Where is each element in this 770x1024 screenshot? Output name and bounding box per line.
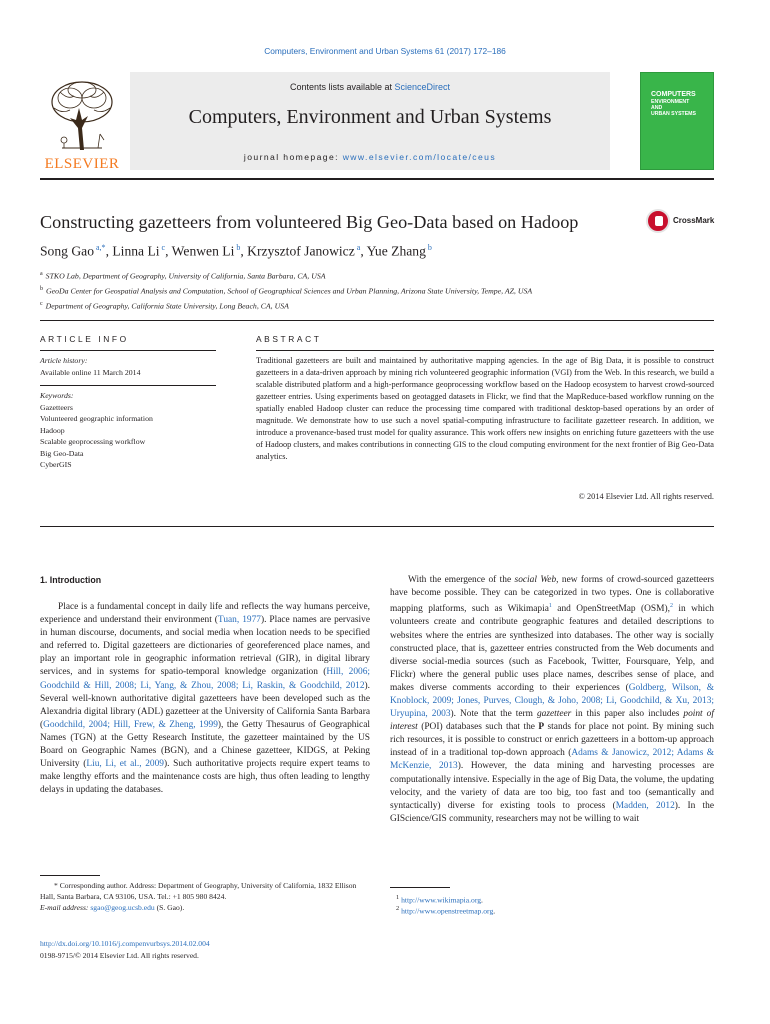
citation-link[interactable]: Goodchild, 2004; Hill, Frew, & Zheng, 1999: [43, 719, 218, 730]
keyword-item: Volunteered geographic information: [40, 414, 153, 423]
abstract-bottom-rule: [40, 526, 714, 527]
elsevier-wordmark: ELSEVIER: [44, 156, 120, 172]
email-label: E-mail address:: [40, 903, 91, 912]
sciencedirect-link[interactable]: ScienceDirect: [394, 82, 451, 92]
section-heading-introduction: 1. Introduction: [40, 575, 102, 585]
journal-name: Computers, Environment and Urban Systems: [188, 106, 552, 128]
abstract-rule: [256, 350, 714, 351]
footnote-1: $^1$ http://www.wikimapia.org.: [396, 894, 483, 905]
journal-cover-thumbnail: [640, 72, 714, 170]
email-suffix: (S. Gao).: [154, 903, 185, 912]
article-title: Constructing gazetteers from volunteered Big Geo-Data based on Hadoop: [40, 212, 579, 232]
keyword-item: Scalable geoprocessing workflow: [40, 437, 146, 446]
author-affiliation-marker[interactable]: b: [234, 243, 241, 252]
affiliation-text: STKO Lab, Department of Geography, University of California, Santa Barbara, CA, USA: [45, 271, 326, 281]
cover-title: [651, 91, 711, 117]
footnote-rule-left: [40, 875, 100, 876]
keywords-list: [40, 402, 216, 471]
author-name: Krzysztof Janowicz: [247, 243, 355, 259]
header-rule: [40, 320, 714, 321]
masthead-center-panel: [130, 72, 610, 170]
abstract-text: Traditional gazetteers are built and maintained by authoritative mapping agencies. In the age of Big Data, it is possible to construct gazetteers in a data-driven approach by mining rich volunteered geographic information (VGI) from the Web. In this research, we build a scalable distributed platform and a high-performance geoprocessing workflow based on the Hadoop ecosystem to harvest crowd-sourced gazetteer entries. Using experiments based on geotagged datasets in Flickr, we find that the MapReduce-based workflow running on the spatially enabled Hadoop cluster can reduce the processing time compared with traditional desktop-based operations by an order of magnitude. We demonstrate how to use such a novel spatial-computing infrastructure to facilitate gazetteer research. In addition, we introduce a provenance-based trust model for quality assurance. This work offers new insights on enriching future gazetteers with the use of Hadoop clusters, and makes contributions in connecting GIS to the cloud computing environment for the next frontier of Big Geo-Data analytics.: [256, 356, 714, 462]
corresponding-author-text: * Corresponding author. Address: Department of Geography, University of California, 1832 Ellison Hall, Santa Barbara, CA 93106, USA. Tel.: +1 805 980 8424.: [40, 881, 357, 901]
cover-title-line3: AND: [651, 105, 663, 111]
bold-text: P: [538, 722, 545, 733]
footnote-2-link[interactable]: http://www.openstreetmap.org: [401, 906, 494, 916]
affiliation-list: [40, 268, 720, 314]
journal-homepage-link[interactable]: www.elsevier.com/locate/ceus: [342, 152, 497, 162]
citation-link[interactable]: Hill, 2006; Goodchild & Hill, 2008; Li, Yang, & Zhou, 2008; Li, Raskin, & Goodchild, 2012: [40, 667, 370, 691]
elsevier-tree-logo: [40, 78, 124, 170]
corresponding-author-note: [40, 880, 370, 913]
article-history: [40, 355, 216, 378]
emphasis-text: social Web: [514, 575, 557, 585]
article-history-value: Available online 11 March 2014: [40, 367, 141, 377]
footnote-2: $^2$ http://www.openstreetmap.org.: [396, 905, 496, 916]
keywords-block: [40, 390, 216, 471]
citation-link[interactable]: Adams & Janowicz, 2012; Adams & McKenzie, 2013: [390, 748, 715, 772]
author-list: Song Gao $^{a,*}$, Linna Li $^c$, Wenwen Li $^b$, Krzysztof Janowicz $^a$, Yue Zhang $^b$: [40, 243, 432, 259]
journal-citation-link[interactable]: Computers, Environment and Urban Systems 61 (2017) 172–186: [264, 46, 506, 56]
footnote-1-marker: 1: [396, 894, 400, 901]
crossmark-badge[interactable]: [646, 209, 716, 235]
article-info-rule: [40, 350, 216, 351]
keyword-item: Big Geo-Data: [40, 448, 84, 458]
citation-link[interactable]: Liu, Li, et al., 2009: [86, 759, 164, 770]
keyword-item: Hadoop: [40, 425, 65, 435]
author-affiliation-marker[interactable]: b: [425, 243, 432, 252]
cover-title-line4: URBAN SYSTEMS: [651, 111, 696, 117]
cover-title-line2: ENVIRONMENT: [651, 99, 690, 105]
footnote-marker[interactable]: 1: [548, 603, 552, 610]
author-affiliation-marker[interactable]: a,*: [94, 243, 106, 252]
issn-line: 0198-9715/© 2014 Elsevier Ltd. All rights reserved.: [40, 951, 199, 960]
article-history-label: Article history:: [40, 356, 88, 365]
affiliation-key: b: [40, 286, 43, 293]
affiliation-item: [40, 298, 720, 313]
contents-available-line: [130, 82, 610, 92]
intro-paragraph-left: Place is a fundamental concept in daily life and reflects the way humans perceive, experience and understand their environment (Tuan, 1977). Place names are pervasive in human discourse, documents, and social media when location needs to be specified and referred to. Digital gazetteers are dictionaries of georeferenced place names, and play an important role in geographic information retrieval (GIR), in digital library services, and in systems for spatio-temporal knowledge organization (Hill, 2006; Goodchild & Hill, 2008; Li, Yang, & Zhou, 2008; Li, Raskin, & Goodchild, 2012). Several well-known authoritative digital gazetteers have been developed such as the Alexandria digital library (ADL) gazetteer at the University of California Santa Barbara (Goodchild, 2004; Hill, Frew, & Zheng, 1999), the Getty Thesaurus of Geographical Names (TGN) at the Getty Research Institute, the gazetteer maintained by the US Board on Geographic Names (BGN), and a Chinese gazetteer, KIDGS, at Peking University (Liu, Li, et al., 2009). Such authoritative projects require expert teams to make lengthy efforts and the maintenance costs are high, thus often leading to lengthy delays in updating the databases.: [40, 602, 371, 796]
footnote-rule-right: [390, 887, 450, 888]
author-name: Linna Li: [112, 243, 160, 259]
contents-prefix: Contents lists available at: [289, 82, 395, 92]
keyword-item: CyberGIS: [40, 460, 72, 469]
copyright-notice: © 2014 Elsevier Ltd. All rights reserved.: [578, 492, 714, 501]
keyword-item: Gazetteers: [40, 402, 73, 412]
affiliation-key: c: [40, 301, 43, 308]
email-link[interactable]: sgao@geog.ucsb.edu: [90, 903, 155, 912]
journal-homepage-line: [130, 152, 610, 162]
emphasis-text: point of interest: [390, 709, 714, 733]
article-info-heading: ARTICLE INFO: [40, 334, 129, 344]
affiliation-text: GeoDa Center for Geospatial Analysis and Computation, School of Geographical Sciences and Urban Planning, Arizona State University, Tempe, AZ, USA: [46, 286, 533, 296]
author-affiliation-marker[interactable]: a: [354, 243, 361, 252]
affiliation-key: a: [40, 271, 43, 277]
masthead-rule: [40, 178, 714, 180]
crossmark-label: CrossMark: [673, 216, 715, 225]
homepage-prefix: journal homepage:: [243, 152, 343, 162]
footnote-1-link[interactable]: http://www.wikimapia.org: [401, 895, 482, 905]
citation-link[interactable]: Madden, 2012: [615, 800, 675, 811]
crossmark-icon: [646, 209, 670, 233]
journal-masthead: [40, 72, 714, 170]
affiliation-item: [40, 268, 720, 283]
author-name: Wenwen Li: [171, 243, 235, 259]
intro-paragraph-right: With the emergence of the social Web, new forms of crowd-sourced gazetteers have become possible. They can be categorized in two types. One is collaborative mapping platforms, such as Wikimapia$^1$ and OpenStreetMap (OSM),$^2$ in which volunteers create and contribute geographic features and detailed descriptions to websites where the entries are synthesized into databases. The other way is socially constructed place, that is, gazetteer entries constructed from the Web documents and diverse social-media sources (such as Facebook, Twitter, Foursquare, Yelp, and Flickr) where the general public uses place names, describes sense of place, and makes diverse comments according to their experiences (Goldberg, Wilson, & Knoblock, 2009; Jones, Purves, Clough, & Joho, 2008; Li, Goodchild, & Xu, 2013; Uryupina, 2003). Note that the term gazetteer in this paper also includes point of interest (POI) databases such that the P stands for place not point. By mining such rich resources, it is possible to construct or enrich gazetteers in a bottom-up approach instead of in a traditional top-down approach (Adams & Janowicz, 2012; Adams & McKenzie, 2013). However, the data mining and harvesting processes are computationally intensive. Especially in the age of Big Data, the volume, the updating velocity, and the variety of data are too big, too fast and too (semantically and syntactically) diverse for existing tools to process (Madden, 2012). In the GIScience/GIS community, researchers may not be willing to wait: [390, 575, 715, 824]
emphasis-text: gazetteer: [536, 709, 572, 720]
footnote-marker[interactable]: 2: [669, 603, 673, 610]
author-name: Yue Zhang: [366, 243, 426, 259]
footnote-2-marker: 2: [396, 905, 400, 912]
affiliation-item: [40, 283, 720, 298]
author-affiliation-marker[interactable]: c: [159, 243, 166, 252]
author-name: Song Gao: [40, 243, 94, 259]
citation-link[interactable]: Tuan, 1977: [217, 615, 261, 626]
affiliation-text: Department of Geography, California State University, Long Beach, CA, USA: [45, 301, 289, 311]
abstract-heading: ABSTRACT: [256, 334, 322, 344]
keywords-rule: [40, 385, 216, 386]
keywords-label: Keywords:: [40, 391, 74, 400]
citation-link[interactable]: Goldberg, Wilson, & Knoblock, 2009; Jones, Purves, Clough, & Joho, 2008; Li, Goodchild, & Xu, 2013; Uryupina, 2003: [390, 682, 714, 720]
doi-link[interactable]: http://dx.doi.org/10.1016/j.compenvurbsys.2014.02.004: [40, 939, 210, 948]
cover-title-line1: COMPUTERS: [651, 91, 696, 98]
